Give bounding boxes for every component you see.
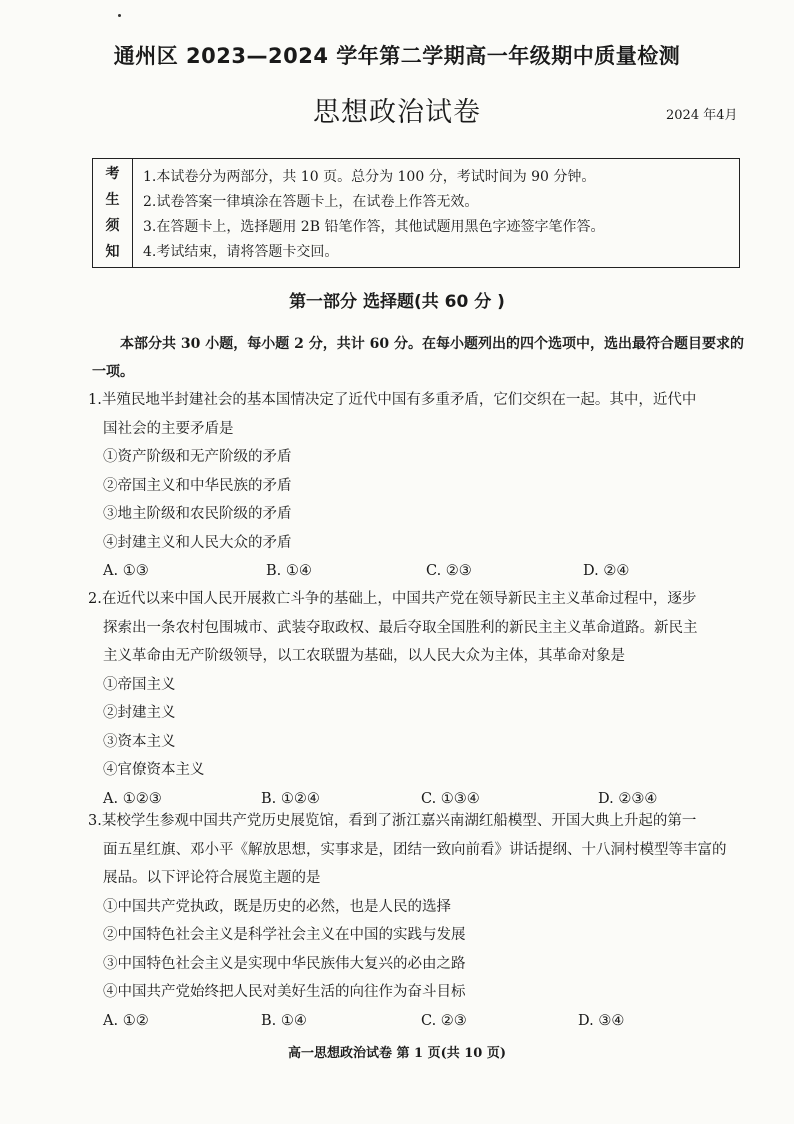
- notice-item: 3.在答题卡上，选择题用 2B 铅笔作答，其他试题用黑色字迹签字笔作答。: [143, 219, 605, 235]
- notice-label-char: 知: [105, 244, 120, 260]
- notice-item: 4.考试结束，请将答题卡交回。: [143, 244, 339, 260]
- answer-choice-d: D. ②③④: [598, 790, 658, 807]
- question-stem-line: 展品。以下评论符合展览主题的是: [103, 870, 321, 886]
- notice-label-char: 生: [105, 192, 120, 208]
- question-stem-line: 国社会的主要矛盾是: [103, 420, 234, 437]
- question-2: [88, 585, 758, 813]
- section-intro: 本部分共 30 小题，每小题 2 分，共计 60 分。在每小题列出的四个选项中，选出最符合题目要求的一项。: [92, 336, 744, 380]
- answer-choice-a: A. ①②: [103, 1012, 149, 1029]
- answer-choice-a: A. ①③: [103, 563, 149, 579]
- question-stem-line: 探索出一条农村包围城市、武装夺取政权、最后夺取全国胜利的新民主主义革命道路。新民主: [103, 619, 698, 636]
- answer-choices: [88, 557, 758, 586]
- question-stem-line: 2.在近代以来中国人民开展救亡斗争的基础上，中国共产党在领导新民主主义革命过程中，逐步: [88, 591, 697, 607]
- question-option: ②帝国主义和中华民族的矛盾: [103, 477, 292, 494]
- answer-choice-c: C. ②③: [426, 563, 472, 579]
- notice-label-char: 考: [105, 166, 120, 182]
- question-option: ①资产阶级和无产阶级的矛盾: [103, 449, 292, 465]
- answer-choice-c: C. ①③④: [421, 790, 480, 807]
- question-1: [88, 386, 758, 586]
- question-stem-line: 3.某校学生参观中国共产党历史展览馆，看到了浙江嘉兴南湖红船模型、开国大典上升起的第一: [88, 813, 697, 829]
- question-option: ①中国共产党执政，既是历史的必然，也是人民的选择: [103, 898, 451, 915]
- notice-item: 2.试卷答案一律填涂在答题卡上，在试卷上作答无效。: [143, 194, 479, 210]
- answer-choice-a: A. ①②③: [103, 790, 162, 807]
- exam-title: 通州区 2023—2024 学年第二学期高一年级期中质量检测: [113, 44, 681, 68]
- question-option: ③中国特色社会主义是实现中华民族伟大复兴的必由之路: [103, 955, 466, 972]
- subject-title: 思想政治试卷: [313, 97, 481, 128]
- answer-choices: [88, 1007, 758, 1036]
- question-3: [88, 807, 758, 1035]
- question-option: ①帝国主义: [103, 676, 176, 693]
- question-option: ②中国特色社会主义是科学社会主义在中国的实践与发展: [103, 927, 466, 943]
- notice-item: 1.本试卷分为两部分，共 10 页。总分为 100 分，考试时间为 90 分钟。: [143, 169, 596, 185]
- question-option: ③资本主义: [103, 733, 176, 750]
- answer-choice-b: B. ①②④: [261, 790, 320, 807]
- answer-choice-b: B. ①④: [266, 563, 312, 579]
- page-footer: 高一思想政治试卷 第 1 页(共 10 页): [287, 1046, 507, 1061]
- candidate-notice-box: [92, 158, 740, 268]
- question-option: ③地主阶级和农民阶级的矛盾: [103, 506, 292, 522]
- question-stem-line: 主义革命由无产阶级领导，以工农联盟为基础，以人民大众为主体，其革命对象是: [103, 648, 625, 664]
- question-option: ②封建主义: [103, 705, 176, 721]
- question-option: ④封建主义和人民大众的矛盾: [103, 534, 292, 551]
- question-option: ④中国共产党始终把人民对美好生活的向往作为奋斗目标: [103, 984, 466, 1000]
- answer-choice-c: C. ②③: [421, 1012, 467, 1029]
- notice-items: [143, 165, 733, 265]
- notice-label: [93, 159, 133, 267]
- answer-choice-d: D. ③④: [578, 1012, 625, 1029]
- answer-choice-b: B. ①④: [261, 1012, 307, 1029]
- answer-choice-d: D. ②④: [583, 563, 630, 579]
- section-title: 第一部分 选择题(共 60 分 ): [289, 292, 505, 312]
- question-option: ④官僚资本主义: [103, 762, 205, 778]
- exam-date: 2024 年4月: [666, 108, 738, 123]
- question-stem-line: 1.半殖民地半封建社会的基本国情决定了近代中国有多重矛盾，它们交织在一起。其中，近代中: [88, 392, 697, 408]
- scan-speck: [118, 14, 121, 17]
- question-stem-line: 面五星红旗、邓小平《解放思想，实事求是，团结一致向前看》讲话提纲、十八洞村模型等丰富的: [103, 841, 727, 858]
- notice-label-char: 须: [105, 218, 120, 234]
